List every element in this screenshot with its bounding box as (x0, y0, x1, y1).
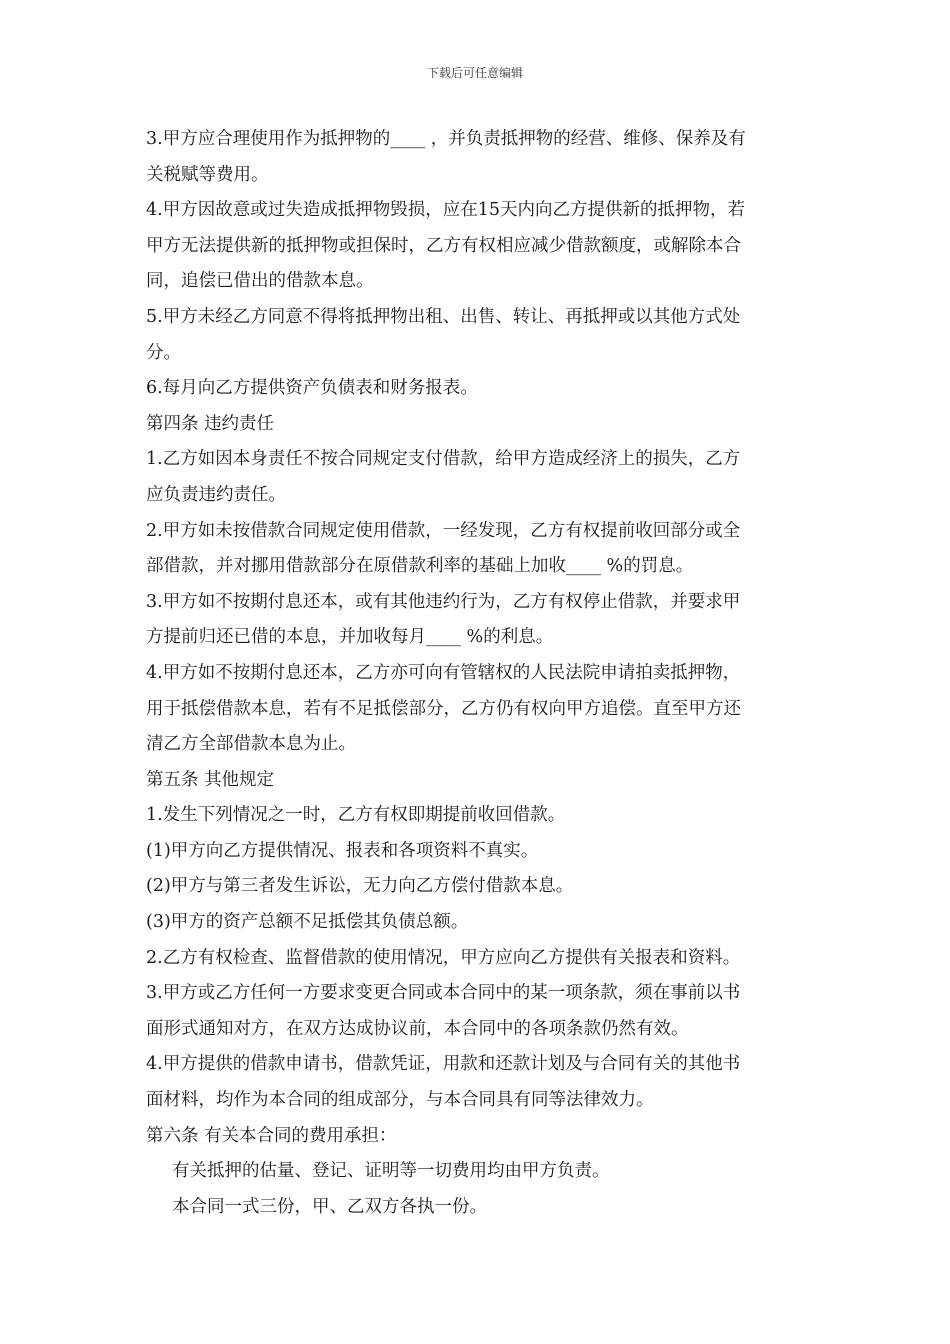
text-line: 2.乙方有权检查、监督借款的使用情况，甲方应向乙方提供有关报表和资料。 (146, 947, 741, 968)
document-body (146, 122, 816, 1225)
text-line: 1.发生下列情况之一时，乙方有权即期提前收回借款。 (146, 805, 566, 826)
text-line: 部借款，并对挪用借款部分在原借款利率的基础上加收____ %的罚息。 (146, 556, 694, 577)
text-line: 应负责违约责任。 (146, 484, 286, 505)
text-line: (1)甲方向乙方提供情况、报表和各项资料不真实。 (146, 840, 539, 861)
section-heading: 第四条 违约责任 (146, 413, 275, 434)
text-line: 本合同一式三份，甲、乙双方各执一份。 (172, 1196, 487, 1217)
page-header: 下载后可任意编辑 (426, 66, 523, 80)
text-line: 面材料，均作为本合同的组成部分，与本合同具有同等法律效力。 (146, 1090, 654, 1111)
text-line: 6.每月向乙方提供资产负债表和财务报表。 (146, 378, 478, 399)
text-line: 有关抵押的估量、登记、证明等一切费用均由甲方负责。 (172, 1161, 610, 1182)
text-line: (2)甲方与第三者发生诉讼，无力向乙方偿付借款本息。 (146, 876, 574, 897)
section-heading: 第五条 其他规定 (146, 769, 275, 790)
text-line: 4.甲方提供的借款申请书，借款凭证，用款和还款计划及与合同有关的其他书 (146, 1054, 741, 1075)
text-line: 1.乙方如因本身责任不按合同规定支付借款，给甲方造成经济上的损失，乙方 (146, 449, 741, 470)
section-heading: 第六条 有关本合同的费用承担： (146, 1125, 397, 1146)
text-line: 4.甲方因故意或过失造成抵押物毁损，应在15天内向乙方提供新的抵押物，若 (146, 200, 745, 221)
text-line: 3.甲方应合理使用作为抵押物的____ ，并负责抵押物的经营、维修、保养及有 (146, 129, 746, 149)
text-line: 关税赋等费用。 (146, 164, 269, 185)
text-line: 面形式通知对方，在双方达成协议前，本合同中的各项条款仍然有效。 (146, 1018, 689, 1039)
text-line: 清乙方全部借款本息为止。 (146, 734, 356, 755)
text-line: 5.甲方未经乙方同意不得将抵押物出租、出售、转让、再抵押或以其他方式处 (146, 306, 741, 327)
text-line: 甲方无法提供新的抵押物或担保时，乙方有权相应减少借款额度，或解除本合 (146, 235, 741, 256)
text-line: 3.甲方或乙方任何一方要求变更合同或本合同中的某一项条款，须在事前以书 (146, 983, 741, 1004)
text-line: 同，追偿已借出的借款本息。 (146, 271, 374, 292)
text-line: 3.甲方如不按期付息还本，或有其他违约行为，乙方有权停止借款，并要求甲 (146, 591, 741, 612)
text-line: 用于抵偿借款本息，若有不足抵偿部分，乙方仍有权向甲方追偿。直至甲方还 (146, 698, 741, 719)
text-line: (3)甲方的资产总额不足抵偿其负债总额。 (146, 912, 469, 933)
text-line: 2.甲方如未按借款合同规定使用借款，一经发现，乙方有权提前收回部分或全 (146, 520, 741, 541)
text-line: 分。 (146, 342, 181, 363)
text-line: 方提前归还已借的本息，并加收每月____ %的利息。 (146, 627, 554, 648)
text-line: 4.甲方如不按期付息还本，乙方亦可向有管辖权的人民法院申请拍卖抵押物， (146, 662, 741, 683)
